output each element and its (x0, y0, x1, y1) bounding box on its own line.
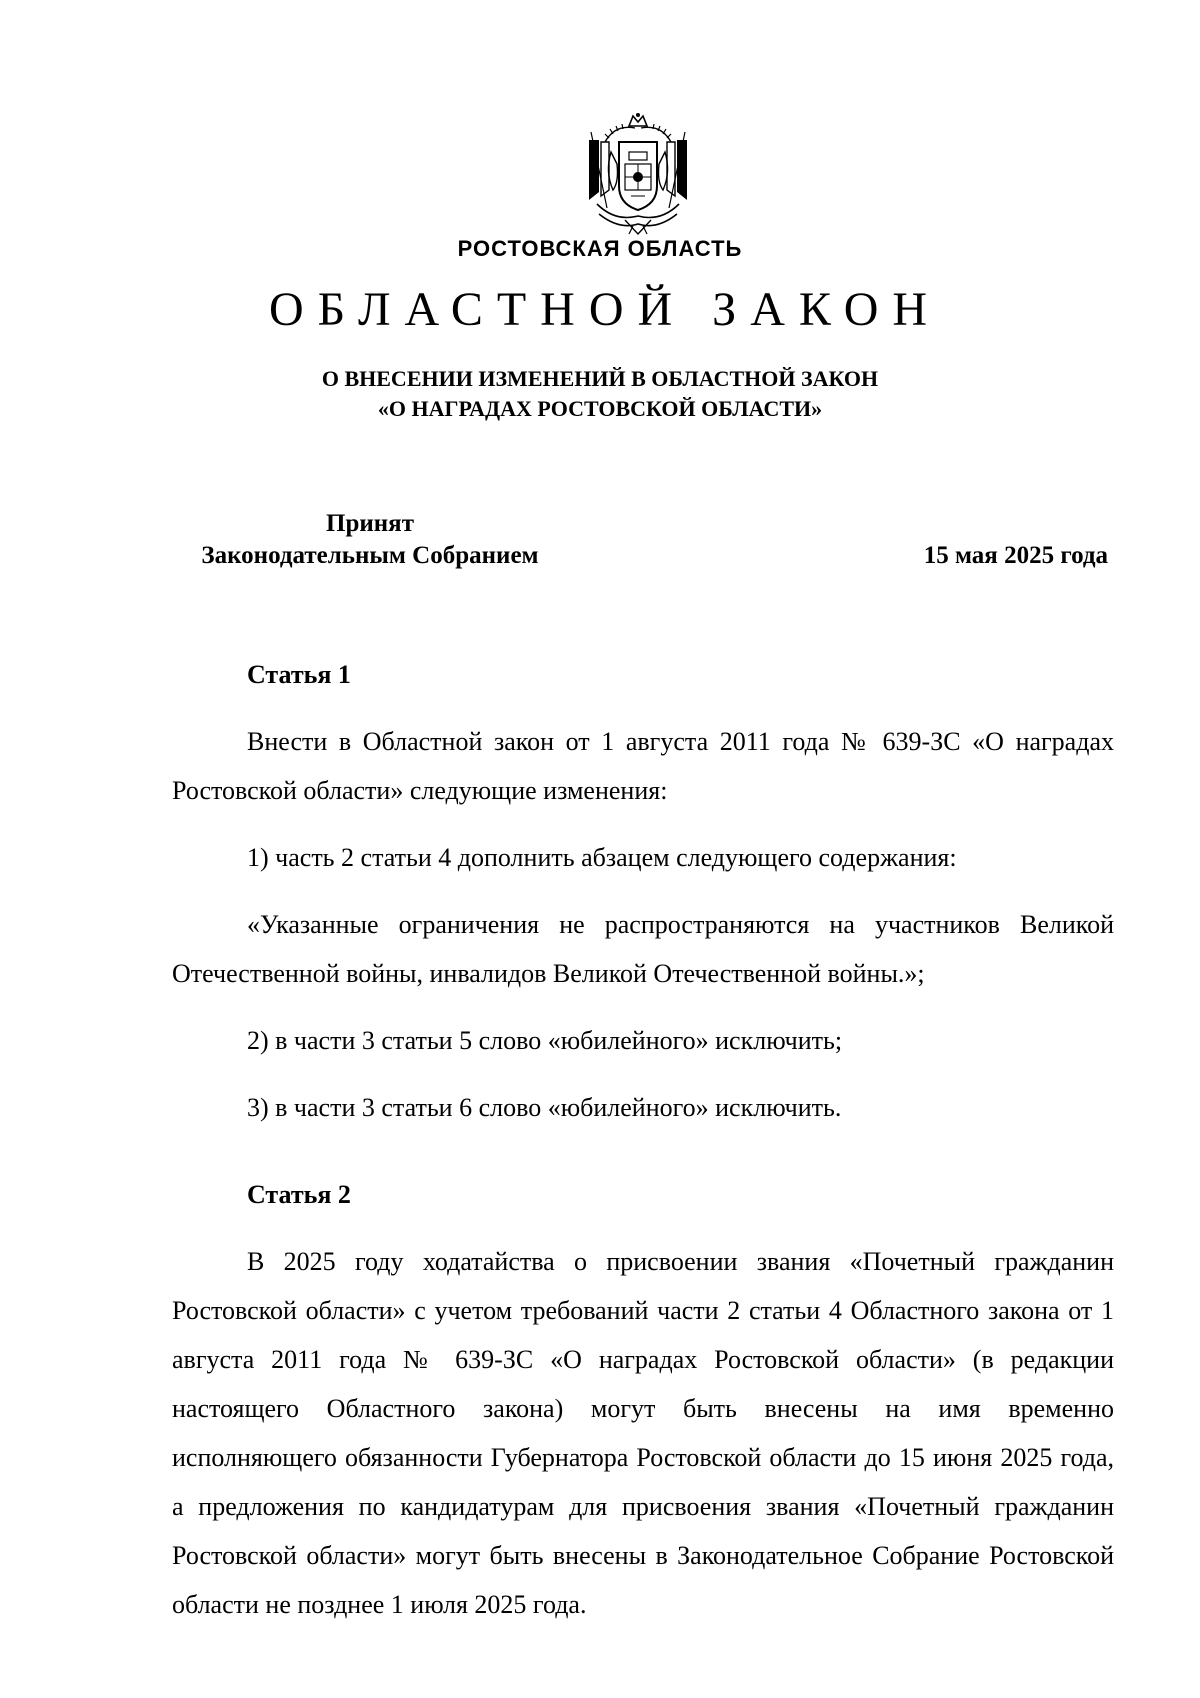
article-1-paragraph: 1) часть 2 статьи 4 дополнить абзацем следующего содержания: (247, 843, 957, 872)
article-1-paragraph: «Указанные ограничения не распространяются на участников Великой Отечественной войны, инвалидов Великой Отечественной войны.»; (172, 910, 1114, 988)
adoption-date: 15 мая 2025 года (923, 542, 1108, 569)
coat-of-arms-icon (585, 112, 691, 236)
article-1-paragraph: 2) в части 3 статьи 5 слово «юбилейного» исключить; (247, 1026, 843, 1055)
article-1-heading: Статья 1 (247, 660, 351, 689)
article-1-paragraph: 3) в части 3 статьи 6 слово «юбилейного» исключить. (247, 1093, 842, 1122)
document-type: ОБЛАСТНОЙ ЗАКОН (268, 283, 942, 336)
region-name: РОСТОВСКАЯ ОБЛАСТЬ (457, 236, 743, 261)
law-title-line-2: «О НАГРАДАХ РОСТОВСКОЙ ОБЛАСТИ» (377, 396, 823, 421)
article-1-paragraph: Внести в Областной закон от 1 августа 2011 года № 639-ЗС «О наградах Ростовской области» следующие изменения: (172, 727, 1114, 805)
adoption-line-1: Принят (326, 510, 414, 537)
article-2-paragraph: В 2025 году ходатайства о присвоении звания «Почетный гражданин Ростовской области» с учетом требований части 2 статьи 4 Областного закона от 1 августа 2011 года № 639-ЗС «О наградах Ростовской области» (в редакции настоящего Областного закона) могут быть внесены на имя временно исполняющего обязанности Губернатора Ростовской области до 15 июня 2025 года, а предложения по кандидатурам для присвоения звания «Почетный гражданин Ростовской области» могут быть внесены в Законодательное Собрание Ростовской области не позднее 1 июля 2025 года. (172, 1247, 1114, 1619)
adoption-block (175, 508, 565, 572)
article-2-heading: Статья 2 (247, 1180, 351, 1209)
law-title (0, 364, 1200, 424)
law-body (172, 650, 1114, 1629)
law-title-line-1: О ВНЕСЕНИИ ИЗМЕНЕНИЙ В ОБЛАСТНОЙ ЗАКОН (321, 366, 879, 391)
adoption-line-2: Законодательным Собранием (201, 542, 539, 569)
